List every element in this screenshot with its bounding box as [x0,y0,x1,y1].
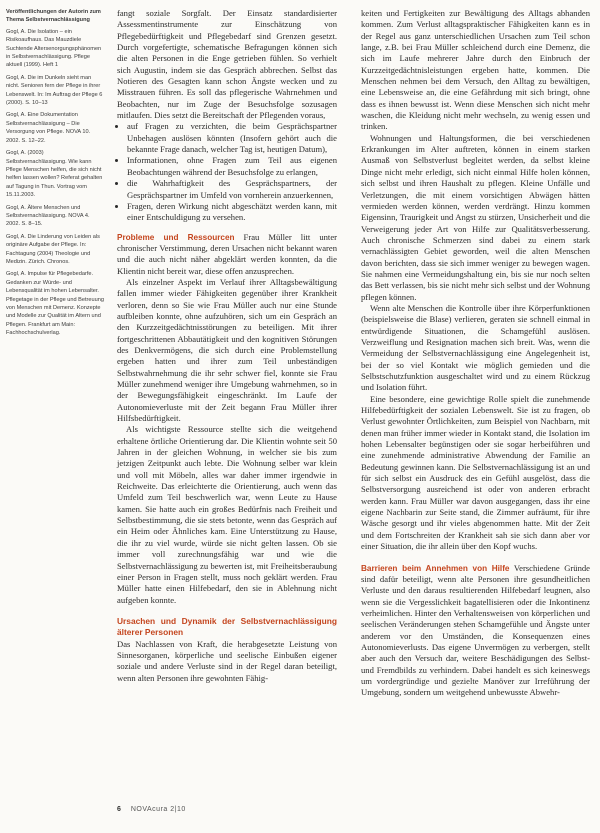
paragraph: keiten und Fertigkeiten zur Bewältigung des Alltags abhanden kommen. Zum Verlust alltagspraktischer Fähigkeiten kann es in der Regel aus ganz unterschiedlichen Ursachen zum Teil schon lange, z.B. bei Frau Müller schleichend durch eine Demenz, die sich im Laufe mehrerer Jahre durch den Einbruch der Kurzzeitgedächtnisleistungen ergeben hatte, kommen. Die Menschen nehmen bei dem Versuch, den Alltag zu bewältigen, eine Lebensweise an, die eine Gefährdung mit sich bringt, ohne dass es ihnen bewusst ist. Wenn diese Menschen sich nicht mehr waschen, die Kleidung nicht mehr wechseln, zu wenig essen und trinken. [361,8,590,132]
section-heading-causes: Ursachen und Dynamik der Selbstvernachlässigung älterer Personen [117,615,337,638]
page-footer [117,806,186,813]
bullet-item: • Fragen, deren Wirkung nicht abgeschätzt werden kann, mit einer Entschuldigung zu versehen. [127,201,337,224]
paragraph-text: Verschiedene Gründe sind dafür beteiligt, wenn alte Personen ihre gesundheitlichen Verluste und den daraus resultierenden Hilfebedarf leugnen, also wenn sie die Vergesslichkeit bagatellisieren oder die Inkontinenz verheimlichen. Hinter den Verhaltensweisen von körperlichen und seelischen Veränderungen stehen Schamgefühle und Ängste unter anderem vor den Umständen, die Konsequenzen eines Autonomieverlusts. Das eigene Unvermögen zu verbergen, stellt aber auch den Versuch dar, weitere Beschädigungen des Selbst- und Fremdbilds zu verhindern. Dabei handelt es sich keineswegs um vordergründige und gezielte Manöver zur Irreführung der Umgebung, sondern um weitgehend unbewusste Abwehr- [361,562,590,698]
paragraph: fangt soziale Sorgfalt. Der Einsatz standardisierter Assessmentinstrumente zur Einschätzung von Pflegebedürftigkeit und Pflegebedarf sind Grenzen gesetzt. Durch vorgefertigte, schematische Befragungen können sich die alten Personen in die Enge getrieben fühlen. So verhielt sich Augustin, indem sie das Gespräch abbrechen. Selbst das Notieren des Gesagten kann schon Ängste wecken und zu Misstrauen führen. Es soll das pflegerische Wahrnehmen und Beobachten, nur im Zuge der Besuchsfolge sozusagen mitlaufen. Dies setzt die Bereitschaft der Pflegenden voraus, [117,8,337,121]
reference-column [6,8,104,342]
bullet-item: • Informationen, ohne Fragen zum Teil aus eigenen Beobachtungen während der Besuchsfolge zu erlangen, [127,155,337,178]
bullet-item: • die Wahrhaftigkeit des Gesprächspartners, der Gesprächspartner im Umfeld von vornherein anzuerkennen, [127,178,337,201]
paragraph: Eine besondere, eine gewichtige Rolle spielt die zunehmende Hilfebedürftigkeit der sozialen Lebenswelt. Sie ist zu fragen, ob Verlust gewohnter Örtlichkeiten, zum Beispiel von Nachbarn, mit denen man früher immer wieder in Kontakt stand, die Isolation im hohen Lebensalter begünstigen oder sie sogar herbeiführen und eine zunehmende administrative Abwendung der Familie an Bedeutung gewinnen kann. Die Selbstvernachlässigung ist an und für sich selbst ein Ausdruck des ein Gefühl ausgelöst, dass die Selbstversorgung ausreichend ist oder von anderen erbracht werden kann. Frau Müller war davon ausgegangen, dass ihr eine eigene Nachbarin zur Seite stand, die Zimmer aufräumt, für ihre Wäsche gesorgt und ihr vieles abgenommen hatte. Mit der Zeit und dem Fortschreiten der Krankheit sah sie sich dann aber vor einer Situation, die ihr allein über den Kopf wuchs. [361,393,590,552]
reference-item: Gogl, A. (2003) Selbstvernachlässigung. Wie kann Pflege Menschen helfen, die sich nicht helfen lassen wollen? Referat gehalten auf Tagung in Thun. Vortrag vom 15.11.2003. [6,150,103,199]
reference-item: Gogl, A. Die Isolation – ein Risikoaufhaus. Das Mauzdiele Suchtende Altersenorgungsphänomen in Selbstvernachlässigung. Pflege aktuell (1999). Heft 1 [6,28,102,69]
middle-column [117,8,337,684]
paragraph: Wenn alte Menschen die Kontrolle über ihre Körperfunktionen (beispielsweise die Blase) verlieren, geraten sie schnell einmal in entwürdigende Situationen, die Schamgefühl auslösen. Verzweiflung und Resignation machen sich breit. Was, wenn die Vermeidung der Selbstvernachlässigung eine Angelegenheit ist, bei der so viel Kontakt wie möglich gemieden und die Selbstschutzfunktion ausgeschaltet wird und zu einem Rückzug und Isolation führt. [361,302,590,393]
bullet-list [117,121,337,223]
paragraph: Das Nachlassen von Kraft, die herabgesetzte Leistung von Sinnesorganen, körperliche und seelische Einbußen eigener soziale und andere Verluste sind in der Regel daran beteiligt, wenn alten Personen ihre gewohnten Fähig- [117,638,337,683]
reference-item: Gogl, A. Die im Dunkeln sieht man nicht. Senioren fern der Pflege in ihrer Lebenswelt. In: Im Auftrag der Pflege 6 (2000). S. 10–13 [6,74,103,107]
reference-item: Gogl, A. Impulse für Pflegebedarfe. Gedanken zur Würde- und Lebensqualität im hohen Lebensalter. Pflegetage in der Pflege und Betreuung von Menschen mit Demenz. Konzepte und Modelle zur Qualität im Altern und Pflegen. Frankfurt am Main: Fachhochschulverlag. [6,271,104,337]
paragraph: Wohnungen und Haltungsformen, die bei verschiedenen Erkrankungen im Alter auftreten, können in einem starken Ausmaß von Selbstverlust begleitet werden, da selbst kleine Dinge nicht mehr erledigt, sich nicht einmal Hilfe holen können, sich selbst und ihren Haushalt zu pflegen. Kleine Unfälle und Verletzungen, die mit einem vorsichtigen Abwägen hätten vermieden werden können, werden verdrängt. Hinzu kommen Eigensinn, Traurigkeit und Angst zu stürzen, Unsicherheit und die Verweigerung jeder Art von Hilfe zur Qualitätsverbesserung. Auch chronische Schmerzen sind dabei zu einem stark vernachlässigten Gebiet geworden, weil die alten Menschen davon berichten, dass sie sich immer weniger zu bewegen wagen. Sie nahmen eine Vermeidungshaltung ein, bis sie nur noch selten das Bett verlassen, bis sie nicht mehr sich selbst und der Wohnung pflegen können. [361,132,590,302]
section-heading-problems: Probleme und Ressourcen [117,232,235,242]
bullet-item: • auf Fragen zu verzichten, die beim Gesprächspartner Unbehagen auslösen könnten (Insofern gehört auch die bekannte Frage danach, welcher Tag ist, heutigen Datum), [127,121,337,155]
reference-item: Gogl, A. Eine Dokumentation Selbstvernachlässigung – Die Versorgung von Pflege. NOVA 10. 2002. S. 12–22. [6,112,91,144]
reference-item: Gogl, A. Die Linderung von Leiden als originäre Aufgabe der Pflege. In: Fachtagung (2004) Theologie und Medizin. Zürich. Chronos. [6,233,100,265]
reference-item: Gogl, A. Ältere Menschen und Selbstvernachlässigung. NOVA 4. 2002. S. 8–15. [6,204,90,228]
section-paragraph [117,232,337,277]
paragraph-text: Frau Müller litt unter chronischer Verstimmung, deren Ursachen nicht bekannt waren und die auch nicht näher abgeklärt werden konnten, da die Klientin nicht bereit war, diese offen anzusprechen. [117,231,337,276]
journal-name: NOVAcura 2|10 [130,806,186,813]
paragraph: Als einzelner Aspekt im Verlauf ihrer Alltagsbewältigung fallen immer wieder Fähigkeiten gegenüber ihrer Krankheit verloren, denn so Sie wie Frau Müller auch nur eine Stunde aufbleiben konnte, ohne aufzuhören, sich um ein Gespräch an den Kurzzeitgedächtnisstörungen zu beteiligen. Mit ihrer fortgeschrittenen Abbautätigkeit und den kognitiven Störungen des Denkvermögens, die sich durch eine Problemstellung ergeben hatten und ihrer zum Teil unbeständigen Selbstwahrnehmung die ihr sehr schwer fiel, konnte sie Frau Müller zunehmend weniger ihre Umgebung wahrnehmen, so in der Bewegungsfähigkeit eingeschränkt. Im Laufe der Autonomieverluste mit der Zeit begann Frau Müller ihrer Hilfsbedürftigkeit. [117,276,337,424]
section-heading-barriers: Barrieren beim Annehmen von Hilfe [361,563,510,573]
page-number: 6 [117,806,121,813]
section-paragraph [361,563,590,699]
references-title: Veröffentlichungen der Autorin zum Thema Selbstvernachlässigung [6,9,101,24]
right-column [361,8,590,699]
paragraph: Als wichtigste Ressource stellte sich die weitgehend erhaltene örtliche Orientierung dar. Die Klientin wohnte seit 50 Jahren in der gleichen Wohnung, in welcher sie bis zum jetzigen Zeitpunkt auch lebte. Die Wohnung selber war klein und voll mit Möbeln, alles war daher immer irgendwie in Reichweite. Das erleichterte die Orientierung, auch wenn das Umfeld zum Teil beschwerlich war, wenn Leute zu Hause kamen. Sie hatte auch ein großes Bedürfnis nach Freiheit und Selbstbestimmung, die sie stets betonte, wenn das Gespräch auf ein Heim oder Ähnliches kam. Eine Unterstützung zu Hause, die ihr zu viel wurde, würde sie nicht gelten lassen. Ob sie immer voll zurechnungsfähig war und wie die Selbstvernachlässigung zu bewerten ist, mit Freiheitsberaubung einer Person in Fragen stellt, muss noch geklärt werden. Frau Müller hatte einen Hilfebedarf, den sie in Ablehnung nicht aufgeben konnte. [117,424,337,605]
